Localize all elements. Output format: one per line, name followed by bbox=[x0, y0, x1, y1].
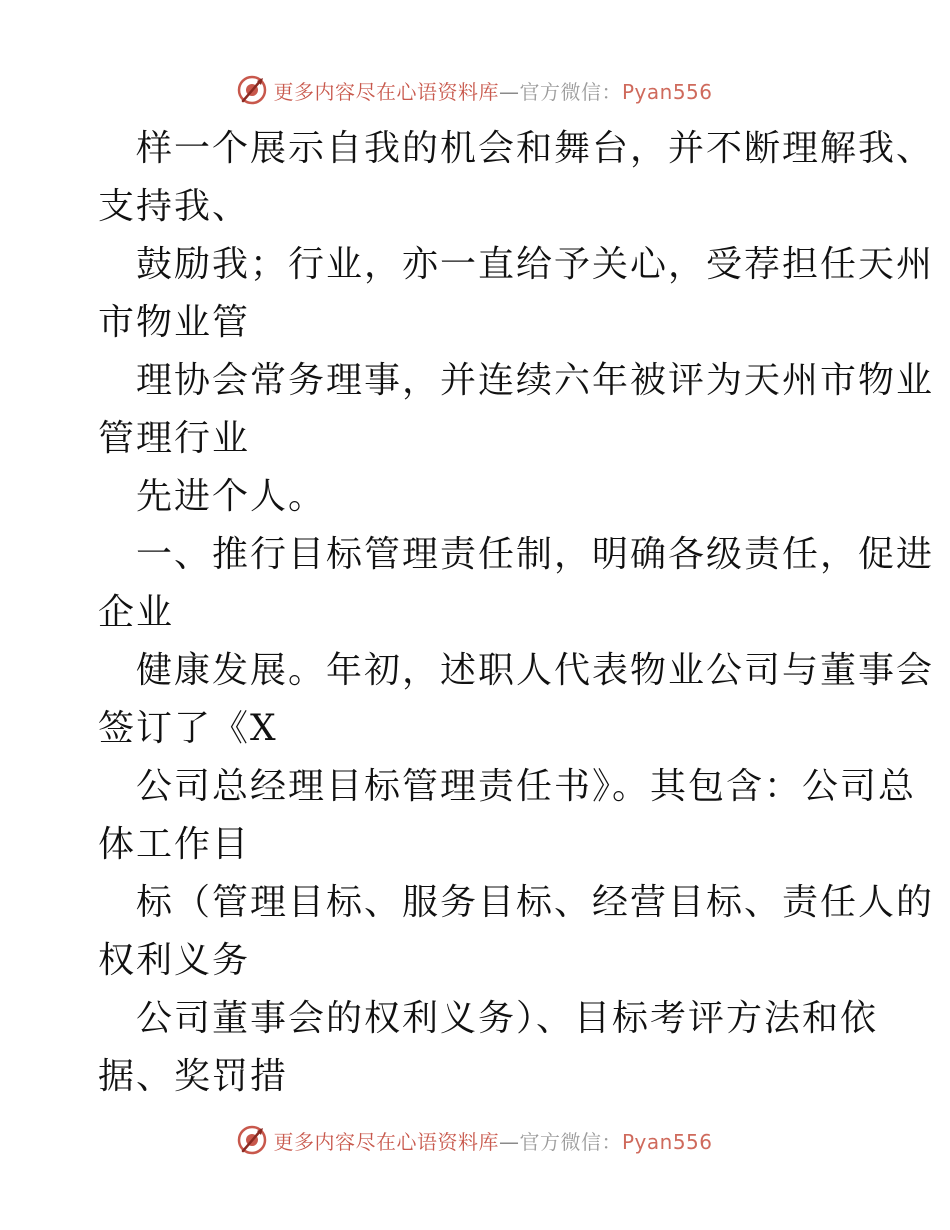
body-line: 企业 bbox=[98, 592, 175, 633]
body-line: 理协会常务理事，并连续六年被评为天州市物业 bbox=[136, 360, 935, 401]
body-line: 支持我、 bbox=[98, 186, 251, 227]
body-line: 据、奖罚措 bbox=[98, 1056, 289, 1097]
body-line: 先进个人。 bbox=[136, 476, 327, 517]
body-line: 标（管理目标、服务目标、经营目标、责任人的 bbox=[136, 882, 935, 923]
header-library-name: 更多内容尽在心语资料库 bbox=[273, 79, 499, 104]
document-body bbox=[98, 120, 935, 1106]
footer-library-name: 更多内容尽在心语资料库 bbox=[273, 1129, 499, 1154]
footer-banner bbox=[0, 1120, 950, 1160]
header-banner bbox=[0, 70, 950, 110]
quill-pen-logo-icon bbox=[237, 1125, 267, 1155]
body-line: 样一个展示自我的机会和舞台，并不断理解我、 bbox=[136, 128, 935, 169]
body-line: 一、推行目标管理责任制，明确各级责任，促进 bbox=[136, 534, 935, 575]
header-banner-text bbox=[273, 76, 712, 105]
body-line: 管理行业 bbox=[98, 418, 251, 459]
body-line: 体工作目 bbox=[98, 824, 251, 865]
body-line: 市物业管 bbox=[98, 302, 251, 343]
footer-wechat-account: Pyan556 bbox=[621, 1129, 713, 1154]
footer-wechat-label: 官方微信： bbox=[519, 1129, 622, 1154]
header-dash: — bbox=[498, 79, 520, 104]
body-line: 签订了《X bbox=[98, 708, 278, 749]
body-line: 鼓励我；行业，亦一直给予关心，受荐担任天州 bbox=[136, 244, 935, 285]
header-wechat-label: 官方微信： bbox=[519, 79, 622, 104]
body-line: 公司董事会的权利义务）、目标考评方法和依 bbox=[136, 998, 879, 1039]
footer-dash: — bbox=[498, 1129, 520, 1154]
footer-banner-text bbox=[273, 1126, 712, 1155]
body-line: 公司总经理目标管理责任书》。其包含：公司总 bbox=[136, 766, 917, 807]
quill-pen-logo-icon bbox=[237, 75, 267, 105]
body-line: 权利义务 bbox=[98, 940, 251, 981]
body-line: 健康发展。年初，述职人代表物业公司与董事会 bbox=[136, 650, 935, 691]
header-wechat-account: Pyan556 bbox=[621, 79, 713, 104]
